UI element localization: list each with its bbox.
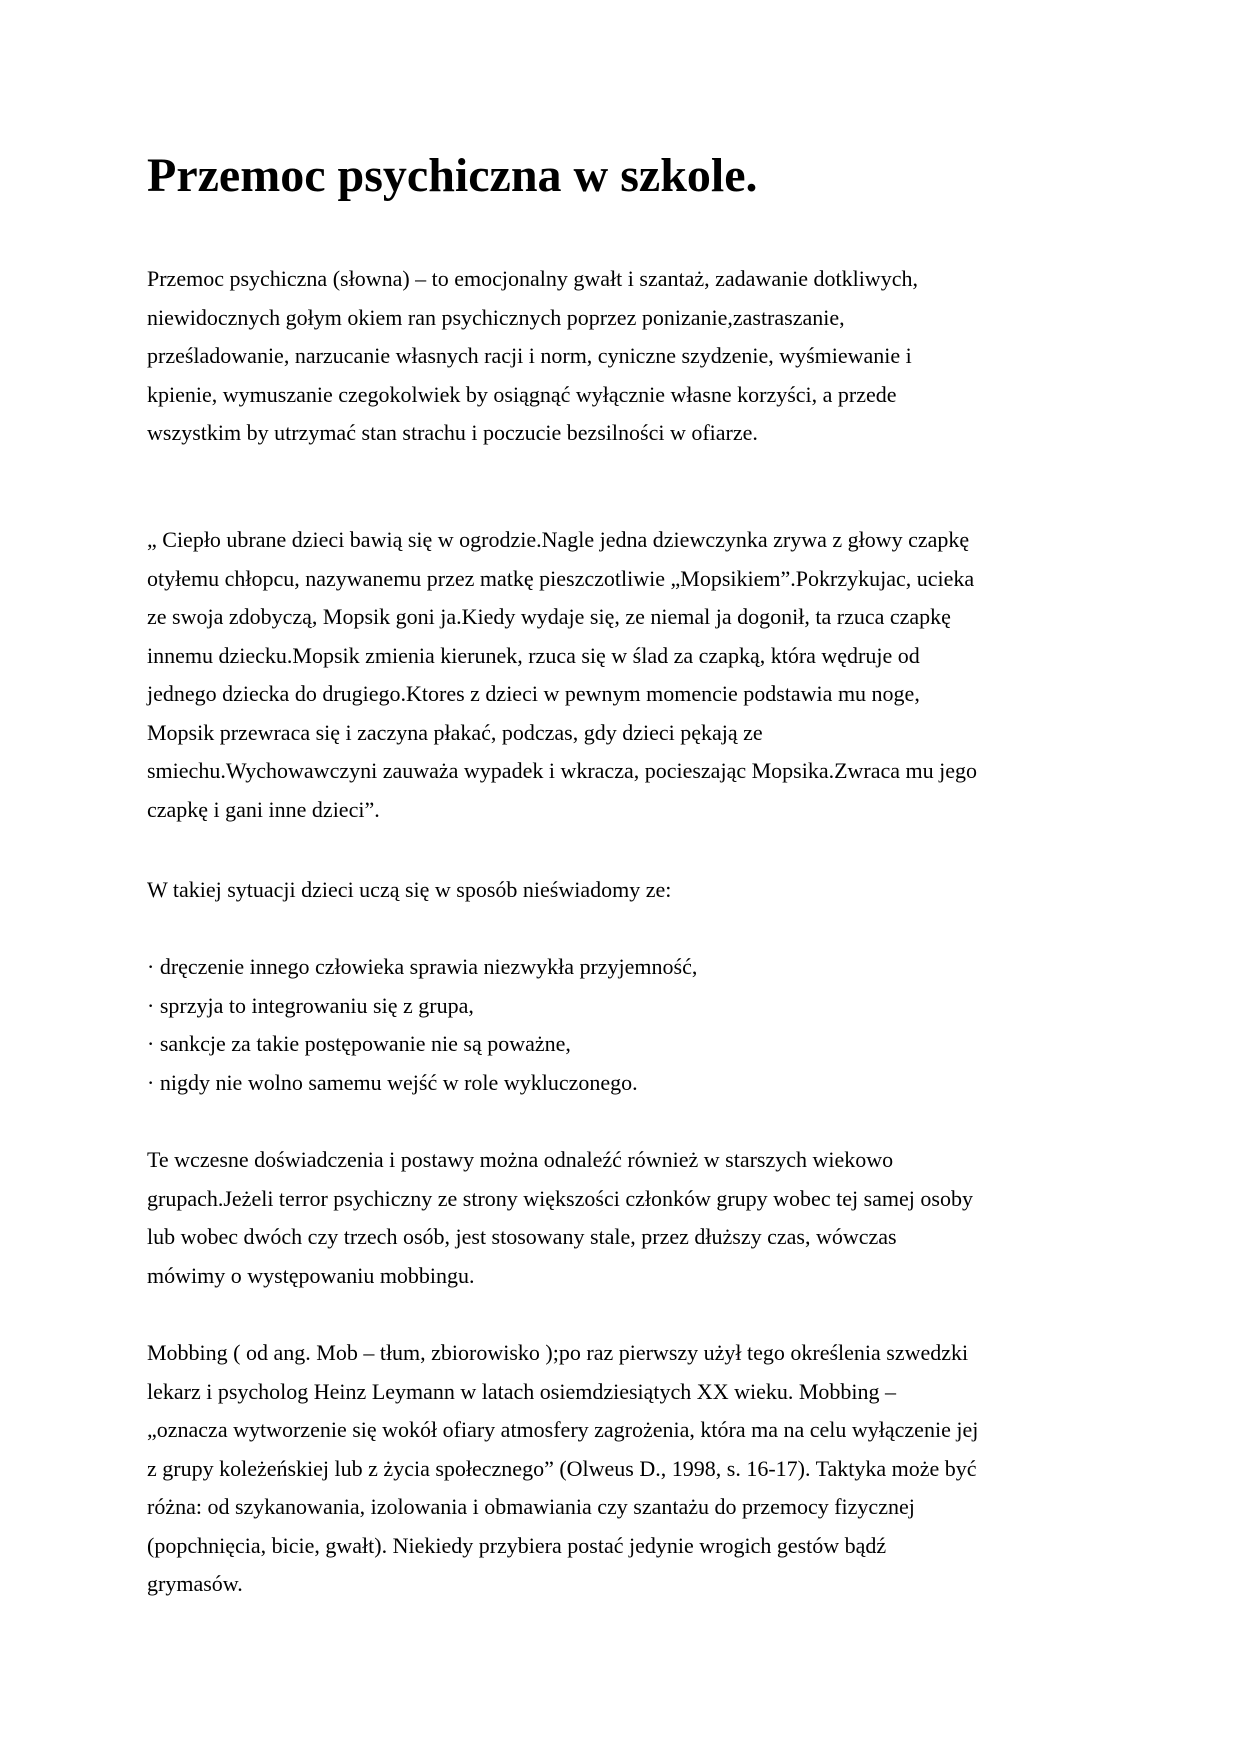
list-item: · dręczenie innego człowieka sprawia niezwykła przyjemność, <box>147 954 698 979</box>
list-item: · nigdy nie wolno samemu wejść w role wykluczonego. <box>147 1069 638 1095</box>
text-line: otyłemu chłopcu, nazywanemu przez matkę pieszczotliwie „Mopsikiem”.Pokrzykujac, ucieka <box>147 565 975 591</box>
text-line: lekarz i psycholog Heinz Leymann w latach osiemdziesiątych XX wieku. Mobbing – <box>147 1378 897 1404</box>
paragraph-mobbing <box>147 1334 978 1604</box>
text-line: jednego dziecka do drugiego.Ktores z dzieci w pewnym momencie podstawia mu noge, <box>147 681 920 706</box>
paragraph-definition <box>147 260 918 453</box>
text-line: kpienie, wymuszanie czegokolwiek by osiągnąć wyłącznie własne korzyści, a przede <box>147 381 897 407</box>
text-line: Mobbing ( od ang. Mob – tłum, zbiorowisko );po raz pierwszy użył tego określenia szwedzki <box>147 1340 969 1365</box>
text-line: „ Ciepło ubrane dzieci bawią się w ogrodzie.Nagle jedna dziewczynka zrywa z głowy czapkę <box>147 527 970 552</box>
bullet-list <box>147 948 697 1102</box>
paragraph-lesson-intro <box>147 871 671 910</box>
text-line: Te wczesne doświadczenia i postawy można odnaleźć również w starszych wiekowo <box>147 1147 894 1172</box>
text-line: Mopsik przewraca się i zaczyna płakać, podczas, gdy dzieci pękają ze <box>147 719 763 745</box>
text-line: grupach.Jeżeli terror psychiczny ze strony większości członków grupy wobec tej samej osoby <box>147 1185 973 1211</box>
text-line: (popchnięcia, bicie, gwałt). Niekiedy przybiera postać jedynie wrogich gestów bądź <box>147 1532 887 1558</box>
text-line: mówimy o występowaniu mobbingu. <box>147 1262 475 1288</box>
text-line: niewidocznych gołym okiem ran psychicznych poprzez ponizanie,zastraszanie, <box>147 304 845 330</box>
document-title: Przemoc psychiczna w szkole. <box>147 149 758 202</box>
paragraph-story <box>147 521 977 829</box>
list-item: · sankcje za takie postępowanie nie są poważne, <box>147 1031 571 1056</box>
text-line: wszystkim by utrzymać stan strachu i poczucie bezsilności w ofiarze. <box>147 420 758 445</box>
text-line: czapkę i gani inne dzieci”. <box>147 796 380 822</box>
text-line: „oznacza wytworzenie się wokół ofiary atmosfery zagrożenia, która ma na celu wyłączenie jej <box>147 1417 979 1442</box>
text-line: ze swoja zdobyczą, Mopsik goni ja.Kiedy wydaje się, ze niemal ja dogonił, ta rzuca czapkę <box>147 604 951 629</box>
text-line: W takiej sytuacji dzieci uczą się w sposób nieświadomy ze: <box>147 877 672 902</box>
text-line: prześladowanie, narzucanie własnych racji i norm, cyniczne szydzenie, wyśmiewanie i <box>147 343 912 368</box>
text-line: lub wobec dwóch czy trzech osób, jest stosowany stale, przez dłuższy czas, wówczas <box>147 1224 897 1249</box>
text-line: różna: od szykanowania, izolowania i obmawiania czy szantażu do przemocy fizycznej <box>147 1494 915 1519</box>
list-item: · sprzyja to integrowaniu się z grupa, <box>147 992 474 1018</box>
text-line: grymasów. <box>147 1571 243 1596</box>
text-line: innemu dziecku.Mopsik zmienia kierunek, rzuca się w ślad za czapką, która wędruje od <box>147 642 920 668</box>
text-line: smiechu.Wychowawczyni zauważa wypadek i wkracza, pocieszając Mopsika.Zwraca mu jego <box>147 758 978 783</box>
text-line: Przemoc psychiczna (słowna) – to emocjonalny gwałt i szantaż, zadawanie dotkliwych, <box>147 266 918 291</box>
text-line: z grupy koleżeńskiej lub z życia społecznego” (Olweus D., 1998, s. 16-17). Taktyka może być <box>147 1455 977 1481</box>
paragraph-older-groups <box>147 1141 973 1295</box>
